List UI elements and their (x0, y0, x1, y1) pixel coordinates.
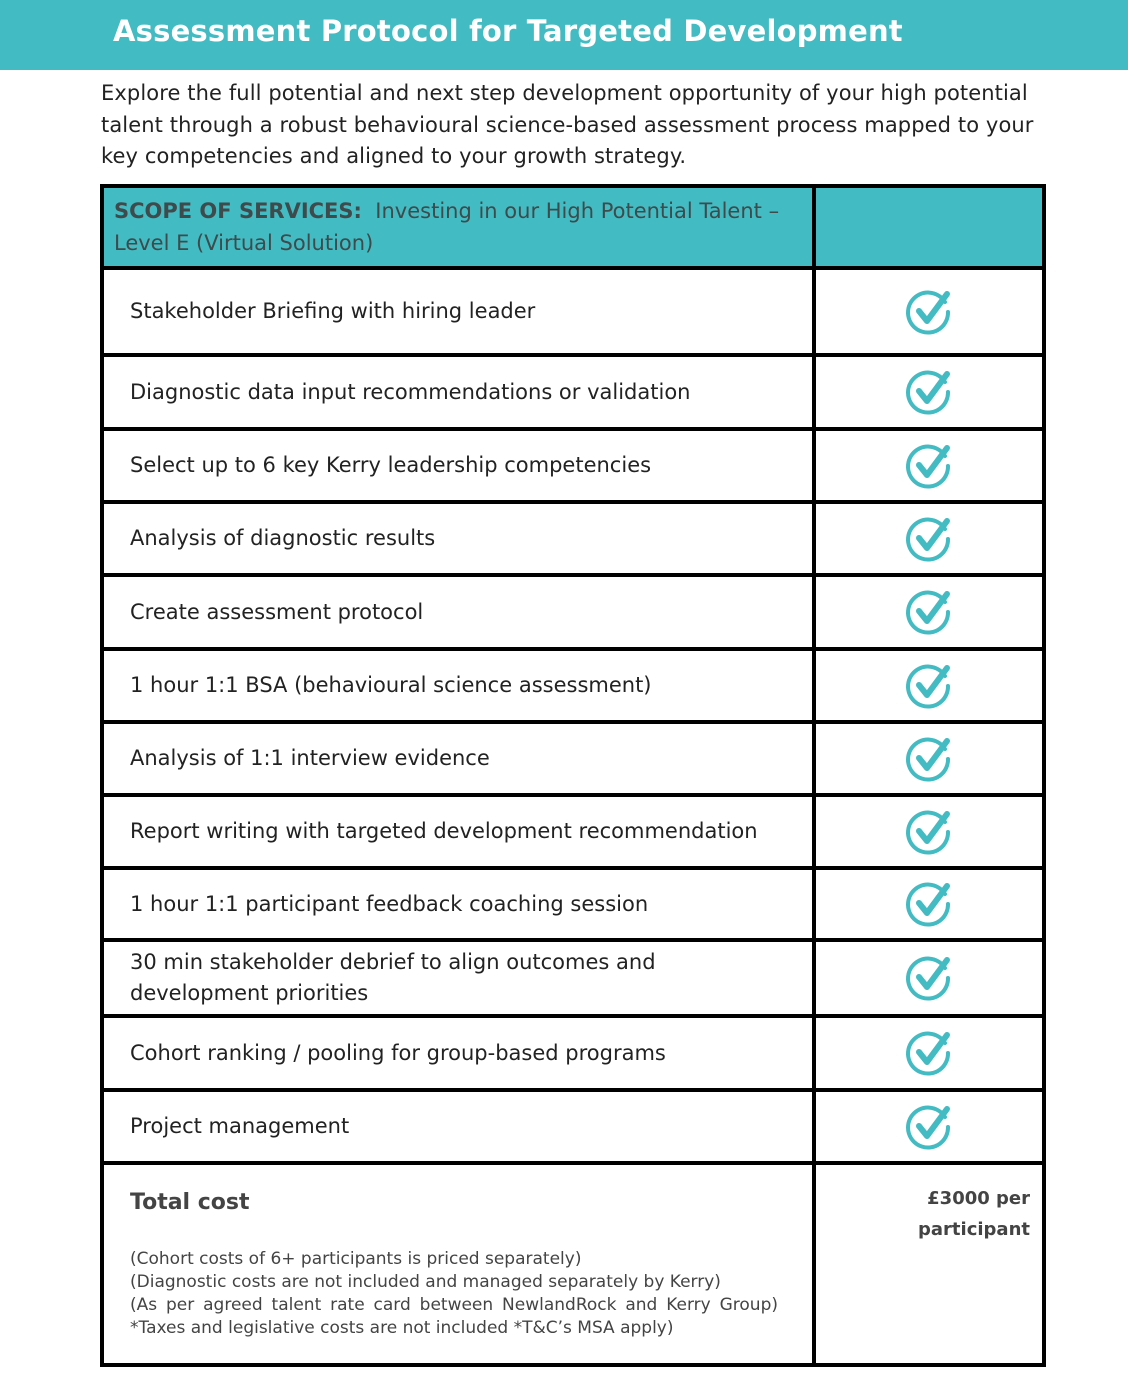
service-cell (102, 429, 814, 502)
table-row (102, 722, 1044, 795)
total-cell (102, 1163, 814, 1365)
table-row (102, 429, 1044, 502)
check-cell (814, 722, 1044, 795)
check-cell (814, 1090, 1044, 1163)
scope-cell (102, 186, 814, 268)
check-circle-icon (905, 368, 953, 416)
check-cell (814, 649, 1044, 722)
service-label: Project management (130, 1114, 350, 1138)
table-row (102, 1016, 1044, 1090)
check-cell (814, 502, 1044, 575)
service-cell (102, 722, 814, 795)
service-label: 1 hour 1:1 BSA (behavioural science assessment) (130, 673, 652, 697)
price-cell (814, 1163, 1044, 1365)
service-cell (102, 575, 814, 649)
note-line: (Cohort costs of 6+ participants is priced separately) (130, 1249, 582, 1269)
services-table (100, 184, 1046, 1367)
check-circle-icon (905, 808, 953, 856)
service-cell (102, 868, 814, 940)
intro-text: Explore the full potential and next step development opportunity of your high potential talent through a robust behavioural science-based assessment process mapped to your key competencies and aligned to your growth strategy. (101, 81, 1034, 168)
check-cell (814, 795, 1044, 868)
header-empty-cell (814, 186, 1044, 268)
service-cell (102, 502, 814, 575)
table-row (102, 868, 1044, 940)
check-circle-icon (905, 288, 953, 336)
check-circle-icon (905, 954, 953, 1002)
service-label: Select up to 6 key Kerry leadership competencies (130, 453, 652, 477)
check-circle-icon (905, 1103, 953, 1151)
service-label: Cohort ranking / pooling for group-based programs (130, 1040, 666, 1065)
note-line: (As per agreed talent rate card between NewlandRock and Kerry Group) *Taxes and legislative costs are not included *T&C’s MSA apply) (130, 1295, 778, 1338)
scope-text: Investing in our High Potential Talent – Level E (Virtual Solution) (114, 199, 780, 255)
check-cell (814, 575, 1044, 649)
table-row (102, 355, 1044, 429)
check-circle-icon (905, 1029, 953, 1077)
total-notes (130, 1248, 786, 1340)
service-label: Stakeholder Briefing with hiring leader (130, 299, 536, 323)
service-label: Diagnostic data input recommendations or validation (130, 379, 691, 404)
service-label: 1 hour 1:1 participant feedback coaching session (130, 891, 649, 916)
scope-label: SCOPE OF SERVICES: (114, 199, 362, 223)
check-circle-icon (905, 588, 953, 636)
price: £3000 per participant (918, 1188, 1030, 1240)
service-cell (102, 1090, 814, 1163)
service-label: Analysis of 1:1 interview evidence (130, 746, 490, 770)
service-label: Create assessment protocol (130, 599, 424, 624)
service-cell (102, 268, 814, 355)
table-row (102, 502, 1044, 575)
check-cell (814, 868, 1044, 940)
table-row (102, 649, 1044, 722)
title-banner (0, 0, 1128, 70)
total-row (102, 1163, 1044, 1365)
service-cell (102, 649, 814, 722)
service-cell (102, 1016, 814, 1090)
table-row (102, 795, 1044, 868)
table-header (102, 186, 1044, 268)
total-label: Total cost (130, 1190, 250, 1215)
service-cell (102, 940, 814, 1016)
check-cell (814, 268, 1044, 355)
note-line: (Diagnostic costs are not included and managed separately by Kerry) (130, 1272, 721, 1292)
check-circle-icon (905, 880, 953, 928)
table-row (102, 940, 1044, 1016)
page-title: Assessment Protocol for Targeted Development (113, 14, 903, 48)
service-label: Analysis of diagnostic results (130, 526, 436, 550)
check-cell (814, 940, 1044, 1016)
check-cell (814, 429, 1044, 502)
service-label: Report writing with targeted development recommendation (130, 819, 758, 843)
table-row (102, 1090, 1044, 1163)
check-circle-icon (905, 735, 953, 783)
check-cell (814, 355, 1044, 429)
service-cell (102, 355, 814, 429)
check-circle-icon (905, 515, 953, 563)
service-label: 30 min stakeholder debrief to align outcomes and development priorities (130, 950, 656, 1005)
check-cell (814, 1016, 1044, 1090)
check-circle-icon (905, 442, 953, 490)
service-cell (102, 795, 814, 868)
check-circle-icon (905, 662, 953, 710)
table-row (102, 575, 1044, 649)
table-row (102, 268, 1044, 355)
